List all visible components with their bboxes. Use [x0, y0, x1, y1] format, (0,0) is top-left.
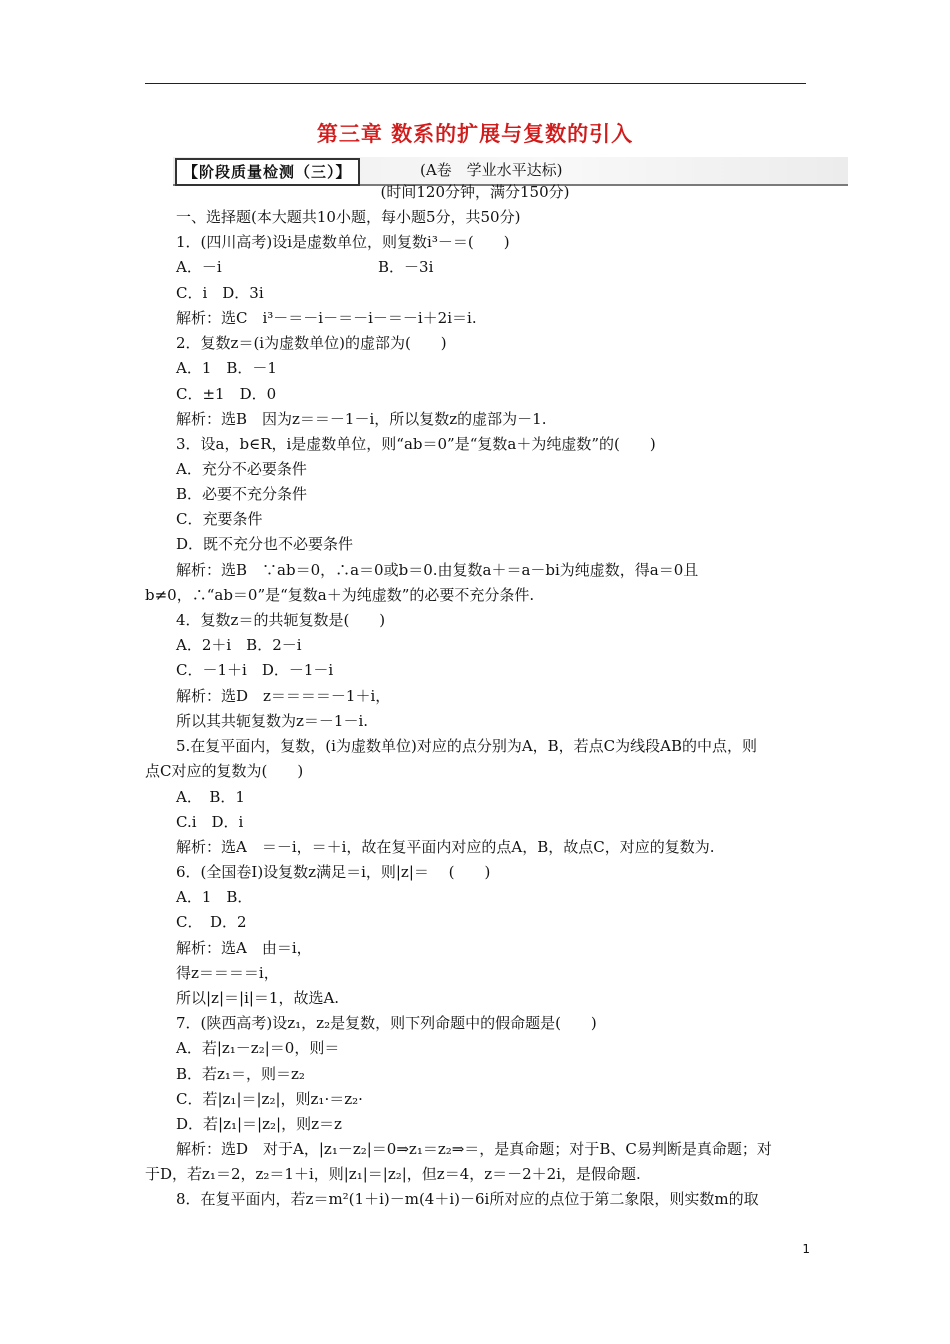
question-6: 6．(全国卷Ⅰ)设复数z满足＝i，则|z|＝ ( ) — [176, 863, 491, 881]
question-1: 1．(四川高考)设i是虚数单位，则复数i³－＝( ) — [176, 233, 510, 251]
option-line: C．若|z₁|＝|z₂|，则z₁·＝z₂· — [176, 1090, 363, 1108]
option-line: B．－3i — [378, 258, 434, 276]
question-5-cont: 点C对应的复数为( ) — [145, 762, 304, 780]
solution-line: 所以|z|＝|i|＝1，故选A. — [176, 989, 340, 1007]
option-line: A． B．1 — [176, 788, 245, 806]
solution-line: 解析：选A ＝－i，＝＋i，故在复平面内对应的点A，B，故点C，对应的复数为. — [176, 838, 715, 856]
solution-line: 解析：选C i³－＝－i－＝－i－＝－i＋2i＝i. — [176, 309, 477, 327]
option-line: B．必要不充分条件 — [176, 485, 308, 503]
top-rule — [145, 83, 806, 84]
solution-line: 于D，若z₁＝2，z₂＝1＋i，则|z₁|＝|z₂|，但z＝4，z＝－2＋2i，是假命题. — [145, 1165, 641, 1183]
solution-line: 得z＝＝＝＝i， — [176, 964, 279, 982]
question-7: 7．(陕西高考)设z₁，z₂是复数，则下列命题中的假命题是( ) — [176, 1014, 597, 1032]
option-line: A．1 B． — [176, 888, 253, 906]
option-line: A．若|z₁－z₂|＝0，则＝ — [176, 1039, 340, 1057]
option-line: B．若z₁＝，则＝z₂ — [176, 1065, 305, 1083]
question-4: 4．复数z＝的共轭复数是( ) — [176, 611, 386, 629]
solution-line: 解析：选A 由＝i， — [176, 939, 312, 957]
solution-line: 所以其共轭复数为z＝－1－i. — [176, 712, 369, 730]
question-8: 8．在复平面内，若z＝m²(1＋i)－m(4＋i)－6i所对应的点位于第二象限，则实数m的取 — [176, 1190, 759, 1208]
section-heading: 一、选择题(本大题共10小题，每小题5分，共50分) — [176, 208, 521, 226]
time-info: (时间120分钟，满分150分) — [380, 183, 570, 201]
question-2: 2．复数z＝(i为虚数单位)的虚部为( ) — [176, 334, 447, 352]
page-number: 1 — [802, 1242, 810, 1256]
option-line: D．既不充分也不必要条件 — [176, 535, 354, 553]
question-3: 3．设a，b∈R，i是虚数单位，则“ab＝0”是“复数a＋为纯虚数”的( ) — [176, 435, 656, 453]
option-line: A．充分不必要条件 — [176, 460, 307, 478]
option-line: C．－1＋i D．－1－i — [176, 661, 334, 679]
option-line: C．i D．3i — [176, 284, 264, 302]
question-5: 5.在复平面内，复数，(i为虚数单位)对应的点分别为A，B，若点C为线段AB的中点，则 — [176, 737, 758, 755]
option-line: A．－i — [176, 258, 222, 276]
stage-subtitle: (A卷 学业水平达标) — [420, 161, 563, 179]
option-line: A．2＋i B．2－i — [176, 636, 302, 654]
solution-line: 解析：选B 因为z＝＝－1－i，所以复数z的虚部为－1. — [176, 410, 547, 428]
option-line: C.i D．i — [176, 813, 244, 831]
option-line: C．±1 D．0 — [176, 385, 277, 403]
option-line: A．1 B．－1 — [176, 359, 277, 377]
option-line: D．若|z₁|＝|z₂|，则z＝z — [176, 1115, 342, 1133]
solution-line: 解析：选D 对于A，|z₁－z₂|＝0⇒z₁＝z₂⇒＝，是真命题；对于B、C易判断是真命题；对 — [176, 1140, 772, 1158]
option-line: C． D．2 — [176, 913, 247, 931]
solution-line: 解析：选D z＝＝＝＝－1＋i， — [176, 687, 391, 705]
solution-line: 解析：选B ∵ab＝0，∴a＝0或b＝0.由复数a＋＝a－bi为纯虚数，得a＝0且 — [176, 561, 699, 579]
chapter-title: 第三章 数系的扩展与复数的引入 — [316, 121, 634, 146]
option-line: C．充要条件 — [176, 510, 263, 528]
solution-line: b≠0，∴“ab＝0”是“复数a＋为纯虚数”的必要不充分条件. — [145, 586, 535, 604]
stage-tag: 【阶段质量检测（三）】 — [175, 158, 360, 186]
